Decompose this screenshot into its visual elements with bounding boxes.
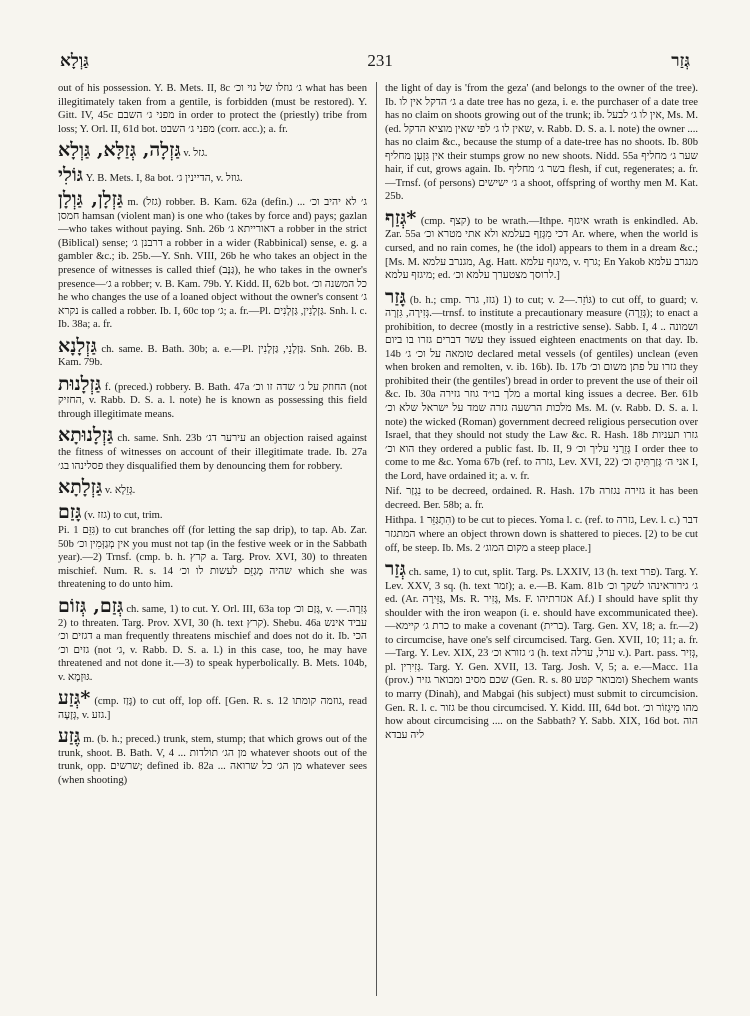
- entry-headword: גַּזְלָנָא: [58, 334, 97, 357]
- entry-text: ch. same, 1) to cut. Y. Orl. III, 63a top גָּזַם וכ׳, v. גְּזִרָה.—2) to threaten. Targ. Prov. XVI, 30 (h. text קרץ). Shebu. 46a עביד אינש דגזים וכ׳ a man frequently threatens mischief and does not do it. Ib. הכי גזים וכ׳ (not ג׳, v. Rabb. D. S. a. l.) in this case, too, he may have threatened and not done it.—3) to speak hyperbolically. B. Mets. 104b, v. גּוּזְמָא.: [58, 603, 367, 683]
- dictionary-entry: [58, 502, 367, 523]
- dictionary-entry: [58, 726, 367, 787]
- dictionary-entry: [58, 140, 367, 161]
- entry-text: ch. same. B. Bath. 30b; a. e.—Pl. גַּזְלָנֵי, גַּזְלָנִין. Snh. 26b. B. Kam. 79b.: [58, 343, 367, 369]
- dictionary-entry: [385, 514, 698, 555]
- entry-headword: גֶּזַע: [58, 725, 81, 748]
- dictionary-entry: [58, 688, 367, 722]
- header-left-word: גַּוְלָא: [60, 51, 89, 70]
- dictionary-entry: [58, 165, 367, 186]
- running-header: [60, 48, 690, 74]
- dictionary-entry: [58, 425, 367, 473]
- entry-text: m. (גזל) robber. B. Kam. 62a (defin.) ... ג׳ לא יהיב וכ׳ חמסן hamsan (violent man) is one who (takes by force and) pays; gazlan—who takes without paying. Snh. 26b דאורייתא ג׳ a robber in the strict (Biblical) sense; דרבנן ג׳ a robber in a wider (Rabbinical) sense, e. g. a gambler &c.; ib. 25b.—Y. Snh. VIII, 26b he who takes an object in the presence of witnesses is called thief (גַּנָּב), he who takes in the owner's presence—ג׳ a robber; v. B. Kam. 79b. Y. Kidd. II, 62b bot. כל המשנה וכ׳ he who changes the use of a loaned object without the owner's consent ג׳ נקרא is called a robber. Ib. I, 60c top ג׳; a. fr.—Pl. גַּזְלָנִין, גַּזְלָנִים. Snh. l. c. Ib. 38a; a. fr.: [58, 197, 367, 331]
- dictionary-entry: [385, 559, 698, 742]
- entry-text: ch. same, 1) to cut, split. Targ. Ps. LXXIV, 13 (h. text פרר). Targ. Y. Lev. XXV, 3 sq. (h. text זמר); a. e.—B. Kam. 81b ג׳ גירוראינהו לשקך וכ׳ ed. (Ar. גַּזֵּירָה, Ms. R. גָּזִיר, Ms. F. אגזרתיהו Af.) I should have split thy shoulder with the iron weapon (i. e. should have excommunicated thee).—כרת ג׳ קיימא to make a covenant (ברית). Targ. Gen. XV, 18; a. fr.—2) to circumcise, have one's self circumcised. Targ. Gen. XVII, 10; 11; a. fr.—Targ. Y. Lev. XIX, 23 ג׳ גזורא וכ׳ (h. text ערל, ערלה v.). Part. pass. גְּזִיר, pl. גְּזִירִין. Targ. Y. Gen. XVII, 13. Targ. Josh. V, 5; a. e.—Macc. 11a (prov.) שכם מסיב ומבואר גזיר (Gen. R. s. 80 ומבואר קטע) Shechem wants to marry (Dinah), and Mabgai (his subject) must submit to circumcision. Gen. R. l. c. גזור be thou circumcised. Y. Kidd. III, 64d bot. מהו מִיגְזוֹר וכ׳ how about circumcising .... on the Sabbath? Y. Sabb. XIX, 16d bot. הוה ליה עבדא: [385, 567, 698, 741]
- entry-headword: גָּזַר: [385, 285, 406, 308]
- dictionary-entry: [58, 596, 367, 684]
- dictionary-entry: [385, 287, 698, 484]
- entry-text: (cmp. גָּזַז) to cut off, lop off. [Gen. R. s. 12 גוזמה קומתו, read גְּזָעָה, v. גזע.]: [58, 696, 367, 721]
- entry-text: (cmp. קצף) to be wrath.—Ithpe. איגזף wrath is enkindled. Ab. Zar. 55a דכי מִגְּזַף בעלמא ולא אתי מטרא וכ׳ Ar. where, when the world is cursed, and no rain comes, he (the idol) appears to them in a dream &c.; [Ms. M. מגנרב עלמא, Ag. Hatt. מיגזף עלמא, v. גרף; En Yakob מנגרב עלמא מיגזף עלמא; ed. לרוסך מצטערך עלמא וכ׳.]: [385, 215, 698, 282]
- entry-headword: גַּזְלָתָא: [58, 476, 103, 499]
- left-column: [58, 82, 367, 1004]
- entry-text: the light of day is 'from the geza' (and belongs to the owner of the tree). Ib. ג׳ הדקל אין לו a date tree has no geza, i. e. the purchaser of a date tree has no claim on shoots growing out of the trunk; ib. אין לו ג׳ לבעל, Ms. M. (ed. שאין לו ג׳ לפי שאין מוציא הדקל, v. Rabb. D. S. a. l. note) the owner .... has no claim &c., because the stump of a date-tree has no shoots. Ib. 80b אין גִּזְעָן מחליף their stumps grow no new shoots. Nidd. 55a שער ג׳ מחליף hair, if cut, grows again. Ib. בשר ג׳ מחליף flesh, if cut, regenerates; a. fr.—Trnsf. (of persons) ג׳ ישישים a shoot, offspring of worthy men M. Kat. 25b.: [385, 83, 698, 203]
- entry-text: (v. גזז) to cut, trim.: [84, 509, 163, 521]
- entry-headword: גְּזַר: [385, 558, 406, 581]
- entry-headword: גַּזְלָה, גְּזַלָּא, גַּוְלָא: [58, 139, 181, 162]
- entry-text: v. גְּזֵלָא.: [104, 485, 136, 497]
- entry-text: v. גזל.: [183, 148, 208, 160]
- entry-headword: גַּזְלָנוּת: [58, 372, 102, 395]
- entry-text: Nif. נִגְזַר to be decreed, ordained. R. Hash. 17b גזירה נגזרה it has been decreed. Ber. 58b; a. fr.: [385, 486, 698, 511]
- column-divider: [376, 82, 377, 996]
- entry-headword: גַּזְלָנוּתָא: [58, 424, 114, 447]
- entry-headword: *גְּזַף: [385, 206, 417, 229]
- page-number: 231: [367, 51, 393, 70]
- dictionary-entry: [385, 485, 698, 512]
- entry-text: f. (preced.) robbery. B. Bath. 47a החוזק על ג׳ שדה זו וכ׳ (not החזיק, v. Rabb. D. S. a. l. note) he is known as possessing this field through illegitimate means.: [58, 381, 367, 420]
- entry-text: out of his possession. Y. B. Mets. II, 8c ג׳ גוזלו של גוי וכ׳ what has been illegitimately taken from a gentile, is forbidden (must be restored). Y. Gitt. IV, 45c מפני ג׳ השבם in order to protect the (priestly) tribe from loss; Y. Orl. II, 61d bot. מפני ג׳ השבט (corr. acc.); a. fr.: [58, 83, 367, 135]
- entry-headword: גָּזַם: [58, 500, 82, 523]
- entry-headword: *גְּזַע: [58, 687, 91, 710]
- entry-text: ch. same. Snh. 23b עירער דג׳ an objection raised against the fitness of witnesses on account of their illegitimate trade. Ib. 27a פסלינהו בג׳ they disqualified them by denouncing them for robbery.: [58, 433, 367, 472]
- dictionary-entry: [385, 208, 698, 283]
- entry-text: Hithpa. הִתְגַּזֵּר 1) to be cut to pieces. Yoma l. c. (ref. to גזרה, Lev. l. c.) דבר המתגזר where an object thrown down is shattered to pieces. [2) to be cut off, be steep. Ib. Ms. 2 מקום המוג׳ a steep place.]: [385, 515, 698, 554]
- dictionary-entry: [385, 82, 698, 204]
- entry-text: (b. h.; cmp. גזז, גרר) 1) to cut; v. גּוֹזֵר.—2) to cut off, to guard; v. גְּזִירָה, גִּזְרָה.—trnsf. to institute a precautionary measure (גְּזֵרָה); to enact a prohibition, to decree (mostly in a restrictive sense). Sabb. I, 4 .. ושמונה עשר דברים גזרו בו ביום they issued eighteen enactments on that day. Ib. 14b טומאה על וכ׳ ג׳ declared metal vessels (of gentiles) unclean (even when broken and remolten, v. ib. 16b). Ib. 17b גזרו על פתן משום וכ׳ they prohibited their (the gentiles') bread in order to prevent the use of their oil &c. Ib. 30a מלך בו״ד גוזר גזירה a mortal king issues a decree. Ber. 61b מלכות הרשעה גזרה שמד על ישראל שלא וכ׳ Ms. M. (v. Rabb. D. S. a. l. note) the wicked (Roman) government decreed religious persecution over Israel, that they should not study the Law &c. R. Hash. 18b גזרו תעניות הוא וכ׳ they ordered a public fast. Ib. II, 9 גְּזֵרַנִי עליך וכ׳ I order thee to come to me &c. Yoma 67b (ref. to גזרה, Lev. XVI, 22) אני ה׳ גְּזַרְתִּיהָ וכ׳ I, the Lord, have ordained it; a. v. fr.: [385, 294, 698, 482]
- dictionary-entry: [58, 374, 367, 422]
- entry-text: m. (b. h.; preced.) trunk, stem, stump; that which grows out of the trunk, shoot. B. Bath. V, 4 ... מן הג׳ תולדות whatever shoots out of the trunk, opp. שרשים; defined ib. 82a ... מן הג׳ כל שרואה whatever sees (when shooting): [58, 734, 367, 786]
- dictionary-entry: [58, 524, 367, 592]
- entry-headword: גַּזְלָן, גַּוְלָן: [58, 188, 124, 211]
- entry-text: Pi. גִּזֵּם 1) to cut branches off (for letting the sap drip), to tap. Ab. Zar. 50b אין מְגַזְּמִין וכ׳ you must not tap (in the festive week or in the Sabbath year).—2) Trnsf. (cmp. b. h. קרץ a. Targ. Prov. XVI, 30) to threaten mischief. Num. R. s. 14 שהיה מְגַזֵּם לעשות לו וכ׳ which she was threatening to do unto him.: [58, 525, 367, 591]
- entry-headword: גּוֹלִי: [58, 163, 84, 186]
- entry-text: Y. B. Mets. I, 8a bot. הדיינין ג׳, v. גוזל.: [85, 172, 243, 184]
- dictionary-entry: [58, 336, 367, 370]
- header-right-word: גְּזַר: [671, 51, 690, 70]
- entry-headword: גְּזַם, גְּזוֹם: [58, 594, 124, 617]
- dictionary-entry: [58, 477, 367, 498]
- dictionary-entry: [58, 189, 367, 331]
- dictionary-entry: [58, 82, 367, 136]
- right-column: [385, 82, 698, 1004]
